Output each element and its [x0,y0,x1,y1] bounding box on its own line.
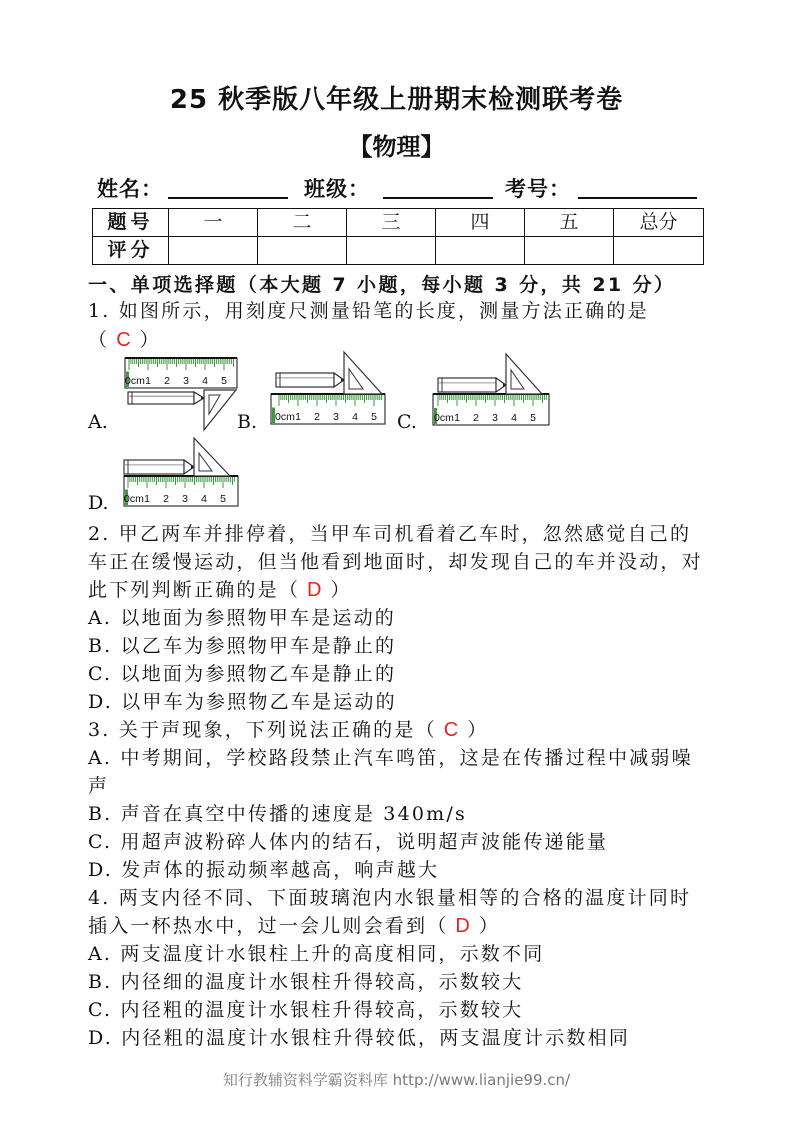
question-text: 车正在缓慢运动，但当他看到地面时，却发现自己的车并没动，对 [88,551,703,573]
bracket-open: （ [278,579,301,601]
question-3-stem-line [88,716,488,744]
ruler-label: 3 [333,411,339,423]
question-2-option-c: C. 以地面为参照物乙车是静止的 [88,663,397,685]
name-label: 姓名： [97,177,163,201]
question-2-option-b: B. 以乙车为参照物甲车是静止的 [88,635,397,657]
ruler [433,394,549,425]
pencil [124,460,194,474]
bracket-close: ） [139,329,161,351]
figure-a-ruler-measurement [118,352,240,434]
bracket-close: ） [478,915,501,937]
answer-letter: D [307,579,322,601]
ruler-label: 4 [202,375,208,387]
score-cell [525,237,614,265]
ruler-label: 5 [530,412,536,424]
set-square [344,352,382,394]
ruler-label: 1 [454,412,460,424]
question-3-option-d: D. 发声体的振动频率越高，响声越大 [88,859,440,881]
footer-watermark: 知行教辅资料学霸资料库 http://www.lianjie99.cn/ [222,1071,571,1089]
ruler-label: 1 [144,493,150,505]
bracket-close: ） [467,719,489,741]
name-blank-line [168,197,288,199]
option-label-d: D. [88,492,109,514]
option-label-a: A. [88,411,108,433]
score-table-column-header: 三 [347,209,436,237]
subject-title: 【物理】 [348,133,445,161]
bracket-open: （ [415,719,437,741]
ruler-label: 3 [492,412,498,424]
pencil-body [128,392,194,404]
ruler-label: 3 [183,375,189,387]
class-blank-line [383,197,493,199]
ruler-label: 2 [164,375,170,387]
figure-d-ruler-measurement [118,434,240,510]
score-cell [169,237,258,265]
ruler-label: 5 [221,375,227,387]
question-2-stem-line [88,548,703,576]
question-text: 4. 两支内径不同、下面玻璃泡内水银量相等的合格的温度计同时 [88,887,692,909]
question-4-stem-line [88,884,691,912]
score-table-column-header: 一 [169,209,258,237]
figure-c-ruler-measurement [430,350,552,430]
ruler-label: 1 [295,411,301,423]
score-table-score-row [93,237,704,265]
question-text: 3. 关于声现象，下列说法正确的是 [88,719,416,741]
question-4-stem-line [88,912,500,940]
pencil [438,378,506,392]
answer-letter: D [455,915,470,937]
exam-number-blank-line [578,197,697,199]
question-1-stem [88,297,649,325]
answer-letter: C [116,329,131,351]
exam-title: 25 秋季版八年级上册期末检测联考卷 [169,85,624,115]
score-cell [258,237,347,265]
question-text: 2. 甲乙两车并排停着，当甲车司机看着乙车时，忽然感觉自己的 [88,523,692,545]
score-cell [436,237,525,265]
question-3-option-a-continued: 声 [88,775,110,797]
score-table-column-header: 四 [436,209,525,237]
ruler-label: 4 [352,411,358,423]
ruler-label: 0cm [434,412,454,424]
bracket-open: （ [427,915,449,937]
question-4-option-b: B. 内径细的温度计水银柱升得较高，示数较大 [88,971,524,993]
ruler-label: 0cm [275,411,295,423]
question-2-stem-line [88,520,691,548]
class-label: 班级： [304,177,370,201]
bracket-close: ） [330,579,352,601]
ruler-label: 1 [145,375,151,387]
ruler-label: 3 [182,493,188,505]
pencil [128,392,204,404]
ruler-label: 2 [473,412,479,424]
ruler-label: 2 [163,493,169,505]
score-table [92,208,704,265]
score-table-header-row [93,209,704,237]
ruler [124,476,238,506]
option-label-b: B. [237,411,258,433]
option-label-c: C. [397,411,417,433]
score-cell [614,237,704,265]
ruler-label: 4 [201,493,207,505]
pencil-body [124,460,184,474]
answer-letter: C [443,719,459,741]
set-square [194,438,230,476]
question-3-option-b: B. 声音在真空中传播的速度是 340m/s [88,803,467,825]
score-table-score-label: 评分 [93,237,169,265]
question-text: 1. 如图所示，用刻度尺测量铅笔的长度，测量方法正确的是 [88,300,649,322]
question-text: 此下列判断正确的是 [88,579,279,601]
question-2-stem-line [88,576,352,604]
question-1-answer-line [88,326,161,354]
question-3-option-a: A. 中考期间，学校路段禁止汽车鸣笛，这是在传播过程中减弱噪 [88,747,693,769]
score-table-column-header: 五 [525,209,614,237]
ruler-label: 0cm [125,375,145,387]
question-4-option-c: C. 内径粗的温度计水银柱升得较高，示数较大 [88,999,524,1021]
question-4-option-d: D. 内径粗的温度计水银柱升得较低，两支温度计示数相同 [88,1027,631,1049]
figure-b-ruler-measurement [268,348,390,428]
score-table-column-header: 总分 [614,209,704,237]
pencil-body [276,373,334,387]
score-table-header-label: 题号 [93,209,169,237]
question-2-option-a: A. 以地面为参照物甲车是运动的 [88,607,397,629]
section-heading: 一、单项选择题（本大题 7 小题，每小题 3 分，共 21 分） [88,274,676,296]
pencil-body [438,378,496,392]
ruler-label: 5 [371,411,377,423]
ruler-label: 0cm [124,493,144,505]
set-square [204,390,236,430]
score-cell [347,237,436,265]
set-square-outline [344,352,382,394]
question-text: 插入一杯热水中，过一会儿则会看到 [88,915,428,937]
exam-number-label: 考号： [505,177,571,201]
ruler-label: 4 [511,412,517,424]
ruler-label: 5 [220,493,226,505]
question-4-option-a: A. 两支温度计水银柱上升的高度相同，示数不同 [88,943,545,965]
pencil [276,373,344,387]
score-table-column-header: 二 [258,209,347,237]
question-2-option-d: D. 以甲车为参照物乙车是运动的 [88,691,397,713]
set-square [506,354,542,394]
ruler [271,394,385,424]
ruler [125,358,237,388]
bracket-open: （ [88,329,110,351]
question-3-option-c: C. 用超声波粉碎人体内的结石，说明超声波能传递能量 [88,831,609,853]
ruler-label: 2 [314,411,320,423]
